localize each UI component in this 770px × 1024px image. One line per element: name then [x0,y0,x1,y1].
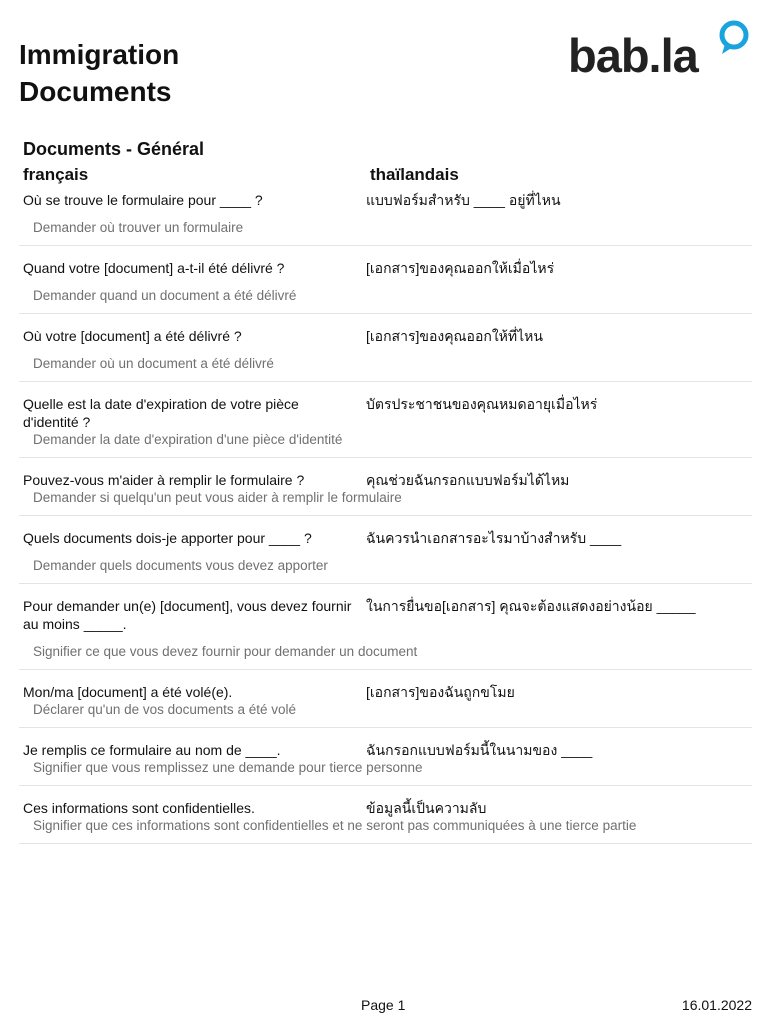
phrase-description: Demander si quelqu'un peut vous aider à remplir le formulaire [33,490,402,505]
phrase-french: Pouvez-vous m'aider à remplir le formulaire ? [23,472,305,488]
phrase-french: Ces informations sont confidentielles. [23,800,255,816]
section-title: Documents - Général [23,139,205,159]
phrase-row [19,256,752,314]
document-title-line1: Immigration [19,39,180,70]
phrase-description: Signifier que ces informations sont confidentielles et ne seront pas communiquées à une tierce partie [33,818,637,833]
phrase-description: Déclarer qu'un de vos documents a été volé [33,702,296,717]
phrase-description: Demander où trouver un formulaire [33,220,244,235]
phrase-thai: แบบฟอร์มสำหรับ ____ อยู่ที่ไหน [366,192,561,208]
phrase-french: Je remplis ce formulaire au nom de ____. [23,742,281,758]
phrase-french: Pour demander un(e) [document], vous devez fournir au moins _____. [23,598,352,632]
phrase-french: Où se trouve le formulaire pour ____ ? [23,192,263,208]
phrase-row [19,796,752,844]
phrase-thai: ข้อมูลนี้เป็นความลับ [366,800,487,816]
speech-bubble-icon [714,18,754,58]
phrase-description: Demander où un document a été délivré [33,356,274,371]
phrase-row [19,594,752,670]
phrase-thai: ฉันควรนำเอกสารอะไรมาบ้างสำหรับ ____ [366,530,622,546]
phrase-row [19,526,752,584]
phrase-description: Signifier ce que vous devez fournir pour demander un document [33,644,418,659]
phrase-thai: [เอกสาร]ของคุณออกให้ที่ไหน [366,328,543,344]
document-title-line2: Documents [19,76,172,107]
phrase-row [19,188,752,246]
phrase-row [19,324,752,382]
phrase-description: Demander quand un document a été délivré [33,288,297,303]
column-header-french: français [23,165,89,184]
phrase-description: Demander quels documents vous devez apporter [33,558,328,573]
phrase-french: Quand votre [document] a-t-il été délivré ? [23,260,285,276]
document-title [19,36,279,110]
phrase-french: Où votre [document] a été délivré ? [23,328,242,344]
phrase-row [19,468,752,516]
phrase-thai: [เอกสาร]ของคุณออกให้เมื่อไหร่ [366,260,555,276]
document-date: 16.01.2022 [681,997,752,1013]
phrase-list [19,188,752,854]
phrase-thai: คุณช่วยฉันกรอกแบบฟอร์มได้ไหม [366,472,570,488]
phrase-french: Quels documents dois-je apporter pour ____ ? [23,530,312,546]
phrase-description: Signifier que vous remplissez une demande pour tierce personne [33,760,423,775]
phrase-french: Quelle est la date d'expiration de votre pièce d'identité ? [23,396,299,430]
page-number: Page 1 [361,997,406,1013]
phrase-row [19,680,752,728]
phrase-row [19,392,752,458]
phrase-row [19,738,752,786]
phrase-description: Demander la date d'expiration d'une pièce d'identité [33,432,343,447]
column-header-thai: thaïlandais [370,165,459,184]
bab-la-logo [566,14,756,84]
phrase-thai: ฉันกรอกแบบฟอร์มนี้ในนามของ ____ [366,742,593,758]
phrase-thai: [เอกสาร]ของฉันถูกขโมย [366,684,515,700]
phrase-thai: บัตรประชาชนของคุณหมดอายุเมื่อไหร่ [366,396,598,412]
phrase-french: Mon/ma [document] a été volé(e). [23,684,233,700]
logo-text: bab.la [568,29,698,82]
phrase-thai: ในการยื่นขอ[เอกสาร] คุณจะต้องแสดงอย่างน้อย _____ [366,598,696,614]
